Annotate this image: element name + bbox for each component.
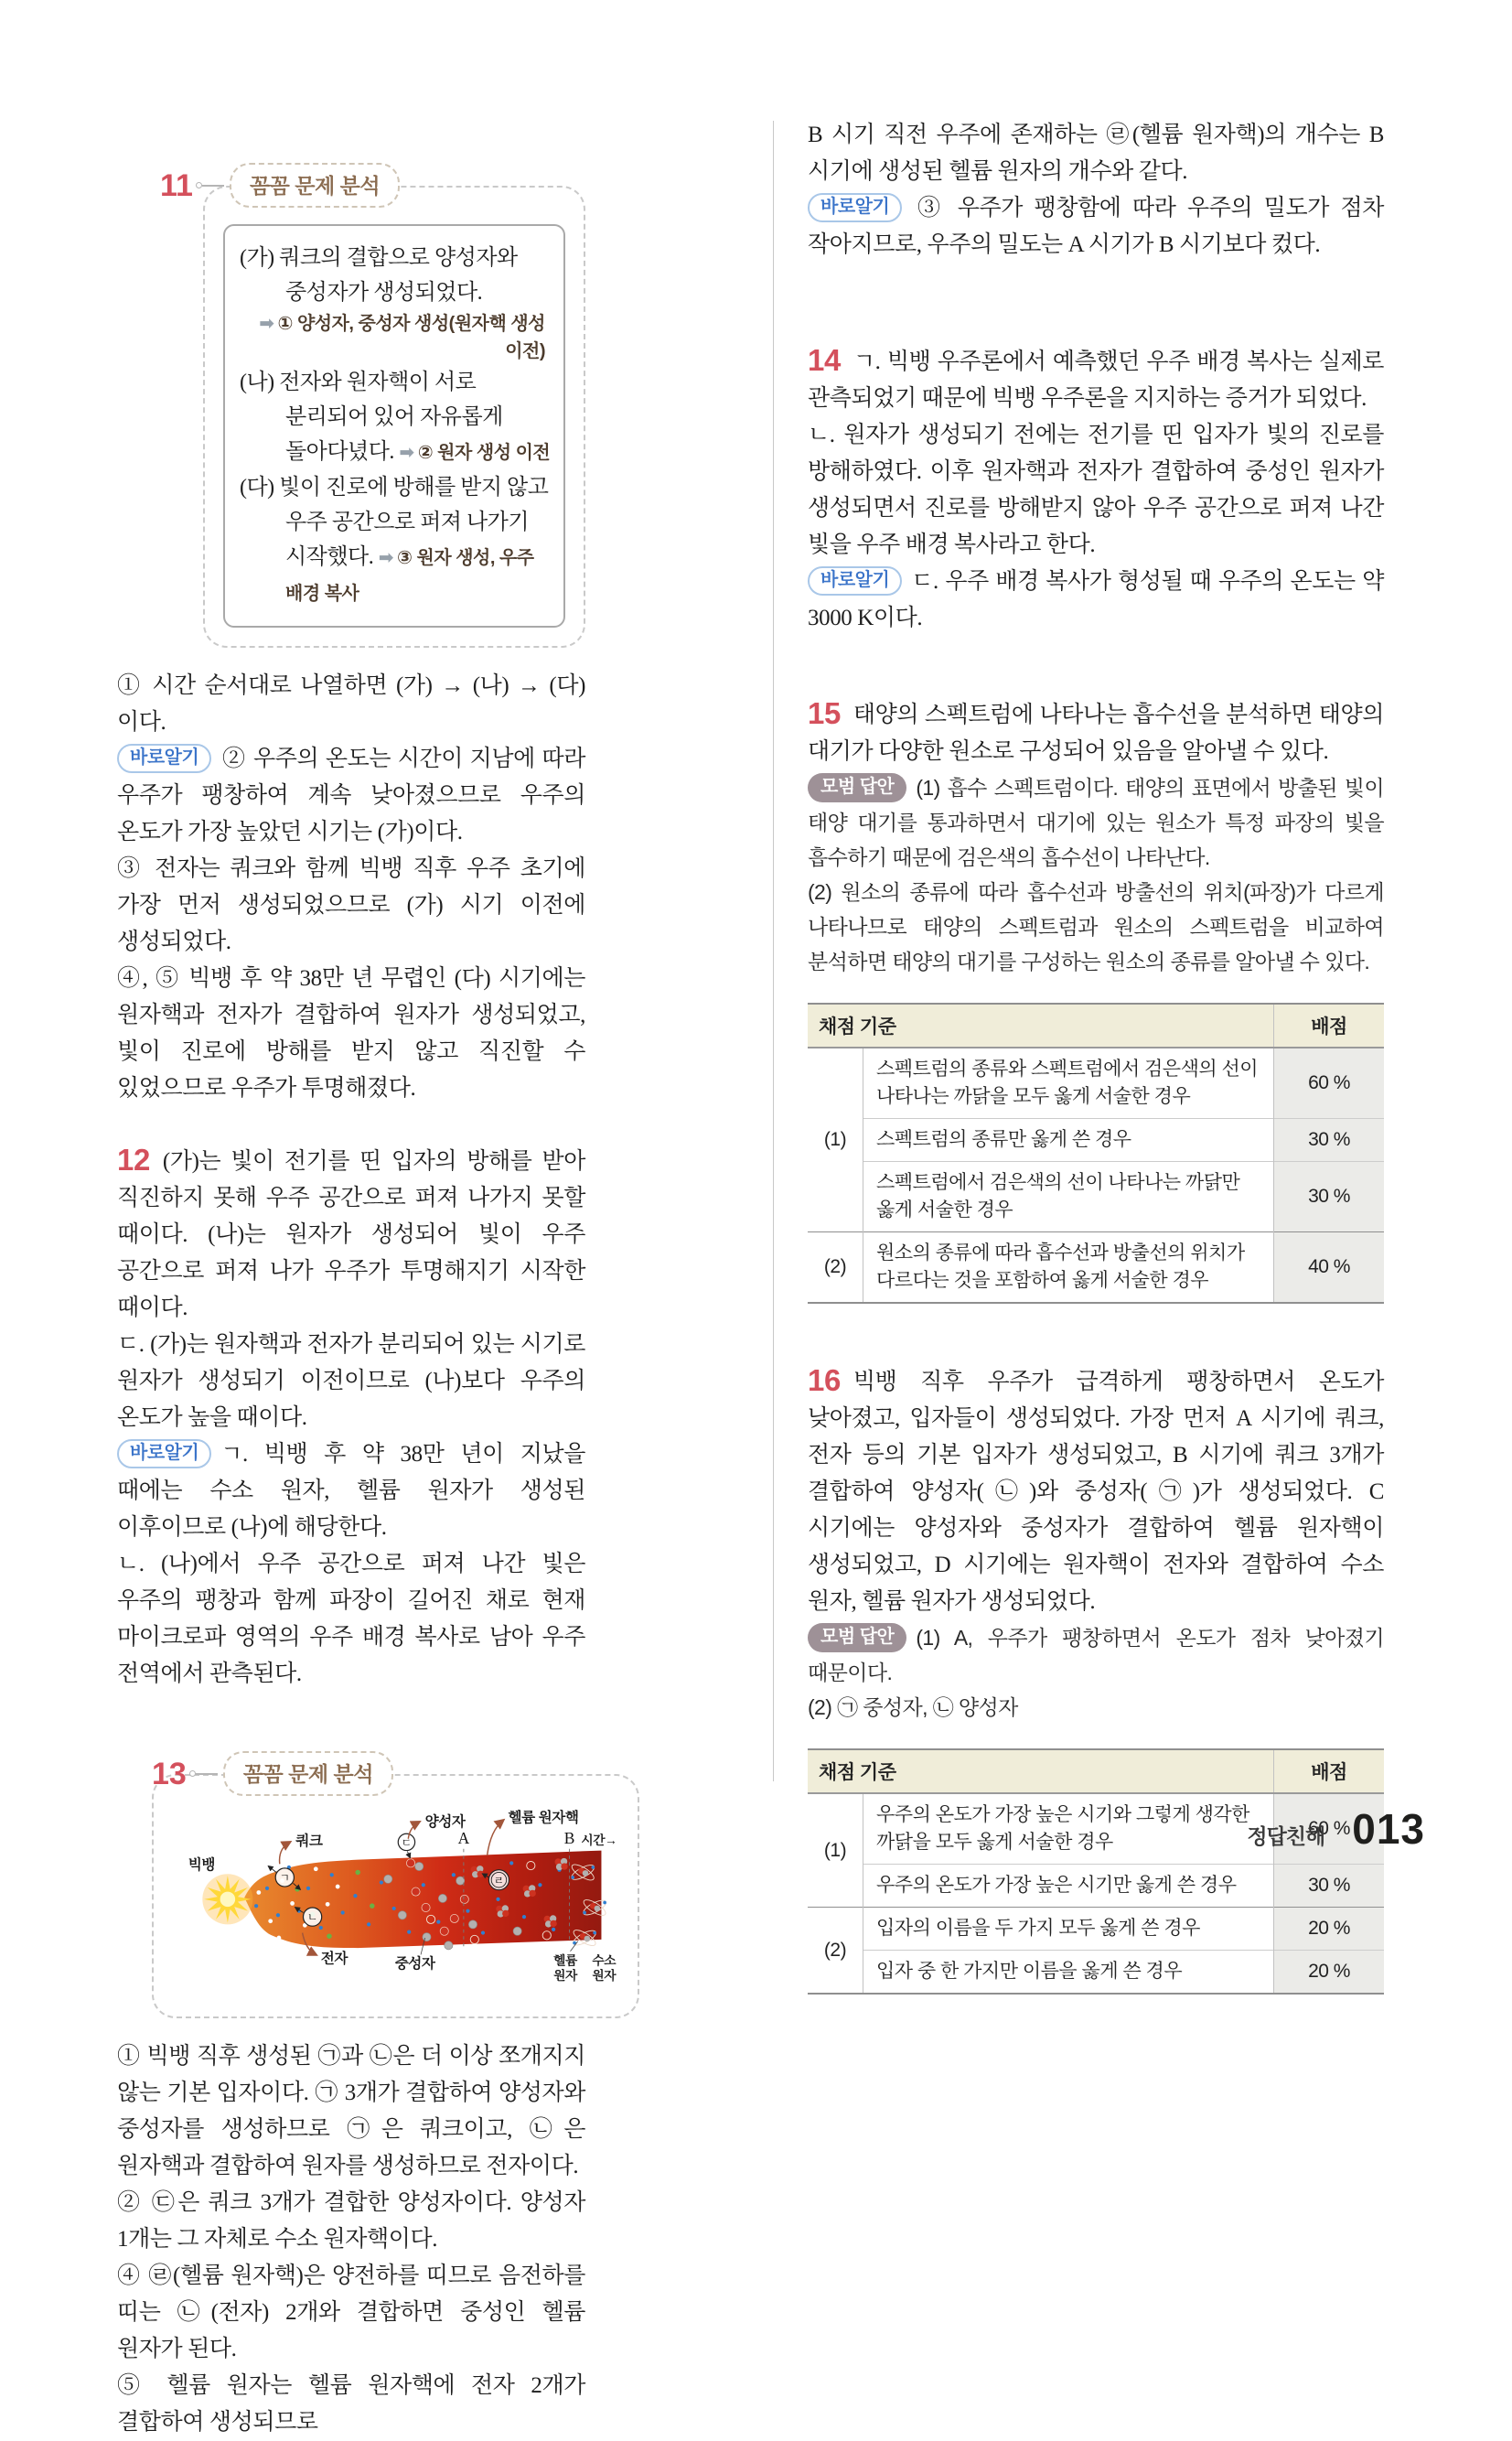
explanation-paragraph: ③ 전자는 쿼크와 함께 빅뱅 직후 우주 초기에 가장 먼저 생성되었으므로 (가) 시기 이전에 생성되었다. (117, 856, 585, 954)
analysis-badge: 꼼꼼 문제 분석 (230, 163, 400, 208)
arrow-icon: ➡ (399, 443, 414, 463)
analysis-box (152, 1774, 639, 2018)
score-cell: 20 % (1274, 1908, 1385, 1951)
question-item-da (240, 470, 551, 611)
column-divider (773, 121, 774, 1781)
question-item-text: (가) 쿼크의 결합으로 양성자와 중성자가 생성되었다. (240, 246, 518, 305)
explanation-paragraph: ㄴ. (나)에서 우주 공간으로 퍼져 나간 빛은 우주의 팽창과 함께 파장이 길어진 채로 현재 마이크로파 영역의 우주 배경 복사로 남아 우주 전역에서 관측된다. (117, 1552, 585, 1686)
model-answer-text: (1) 흡수 스펙트럼이다. 태양의 표면에서 방출된 빛이 태양 대기를 통과하면서 대기에 있는 원소가 특정 파장의 빛을 흡수하기 때문에 검은색의 흡수선이 나타난다. (808, 776, 1384, 869)
problem-number-14: 14 (808, 343, 841, 377)
table-row (808, 1908, 1384, 1951)
explanation-text: ㄱ. 빅뱅 우주론에서 예측했던 우주 배경 복사는 실제로 관측되었기 때문에 빅뱅 우주론을 지지하는 증거가 되었다. (808, 349, 1384, 411)
explanation-paragraph (808, 1362, 1384, 1620)
question-item-text: (나) 전자와 원자핵이 서로 분리되어 있어 자유롭게 돌아다녔다. (240, 371, 503, 464)
bigbang-label: 빅뱅 (188, 1856, 215, 1873)
marker-B-label: B (563, 1829, 575, 1848)
explanation-paragraph: ① 빅뱅 직후 생성된 ㉠과 ㉡은 더 이상 쪼개지지 않는 기본 입자이다. ㉠ 3개가 결합하여 양성자와 중성자를 생성하므로 ㉠은 쿼크이고, ㉡은 원자핵과 결합하여 원자를 생성하므로 전자이다. (117, 2043, 585, 2178)
score-cell: 60 % (1274, 1793, 1385, 1865)
helium-atom-label: 원자 (553, 1968, 577, 1983)
analysis-header (160, 163, 585, 208)
table-row (808, 1865, 1384, 1908)
criteria-cell: 스펙트럼의 종류만 옳게 쓴 경우 (863, 1119, 1274, 1162)
score-cell: 40 % (1274, 1232, 1385, 1304)
question-item-na (240, 365, 551, 470)
helium-nucleus-label: 헬륨 원자핵 (508, 1810, 579, 1826)
explanation-paragraph (808, 564, 1384, 637)
explanation-text: 빅뱅 직후 우주가 급격하게 팽창하면서 온도가 낮아졌고, 입자들이 생성되었다. 가장 먼저 A 시기에 쿼크, 전자 등의 기본 입자가 생성되었고, B 시기에 쿼크 3개가 결합하여 양성자(㉡)와 중성자(㉠)가 생성되었다. C 시기에는 양성자와 중성자가 결합하여 헬륨 원자핵이 생성되었고, D 시기에는 원자핵이 전자와 결합하여 수소 원자, 헬륨 원자가 생성되었다. (808, 1370, 1384, 1614)
item-number-cell: (2) (808, 1232, 863, 1304)
criteria-cell: 우주의 온도가 가장 높은 시기만 옳게 쓴 경우 (863, 1865, 1274, 1908)
problem-number-15: 15 (808, 696, 841, 730)
explanation-paragraph: ㄷ. (가)는 원자핵과 전자가 분리되어 있는 시기로 원자가 생성되기 이전이므로 (나)보다 우주의 온도가 높을 때이다. (117, 1332, 585, 1430)
problem-number-16: 16 (808, 1363, 841, 1397)
item-number-cell: (2) (808, 1908, 863, 1995)
question-box (223, 224, 565, 628)
explanation-paragraph: ② ㉢은 쿼크 3개가 결합한 양성자이다. 양성자 1개는 그 자체로 수소 원자핵이다. (117, 2189, 585, 2252)
helium-atom-label: 헬륨 (553, 1953, 577, 1968)
page-number: 013 (1352, 1805, 1425, 1853)
table-row (808, 1048, 1384, 1119)
explanation-paragraph (117, 1142, 585, 1327)
marker-A-label: A (457, 1829, 470, 1848)
explanation-text: ㄱ. 빅뱅 후 약 38만 년이 지났을 때에는 수소 원자, 헬륨 원자가 생성된 이후이므로 (나)에 해당한다. (117, 1442, 585, 1540)
bigbang-diagram (165, 1805, 627, 2003)
criteria-cell: 입자의 이름을 두 가지 모두 옳게 쓴 경우 (863, 1908, 1274, 1951)
section-problem-11 (117, 163, 585, 1107)
left-column (117, 117, 617, 2441)
score-header: 배점 (1274, 1749, 1385, 1793)
table-row (808, 1951, 1384, 1995)
baro-algi-badge: 바로알기 (117, 744, 211, 773)
explanation-paragraph: ④, ⑤ 빅뱅 후 약 38만 년 무렵인 (다) 시기에는 원자핵과 전자가 결합하여 원자가 생성되었고, 빛이 진로에 방해를 받지 않고 직진할 수 있었으므로 우주가 투명해졌다. (117, 966, 585, 1101)
svg-text:ㄹ: ㄹ (493, 1874, 505, 1887)
score-cell: 30 % (1274, 1162, 1385, 1232)
table-header-row (808, 1004, 1384, 1048)
model-answer-paragraph: (2) 원소의 종류에 따라 흡수선과 방출선의 위치(파장)가 다르게 나타나므로 태양의 스펙트럼과 원소의 스펙트럼을 비교하여 분석하면 태양의 대기를 구성하는 원소의 종류를 알아낼 수 있다. (808, 880, 1384, 973)
circled-mark-d (398, 1833, 414, 1857)
score-header: 배점 (1274, 1004, 1385, 1048)
problem-number-12: 12 (117, 1143, 150, 1177)
section-problem-15 (808, 695, 1384, 1304)
right-column (808, 117, 1384, 1995)
explanation-text: ㄷ. 우주 배경 복사가 형성될 때 우주의 온도는 약 3000 K이다. (808, 569, 1384, 630)
electron-label: 전자 (320, 1951, 349, 1967)
baro-algi-badge: 바로알기 (117, 1439, 211, 1468)
grading-table-15 (808, 1003, 1384, 1304)
baro-algi-badge: 바로알기 (808, 193, 902, 222)
score-cell: 30 % (1274, 1119, 1385, 1162)
score-cell: 20 % (1274, 1951, 1385, 1995)
section-problem-13 (117, 1751, 617, 2441)
hydrogen-atom-label: 원자 (592, 1968, 617, 1983)
score-cell: 60 % (1274, 1048, 1385, 1119)
section-problem-14 (808, 342, 1384, 637)
criteria-header: 채점 기준 (808, 1004, 1274, 1048)
explanation-text: 태양의 스펙트럼에 나타나는 흡수선을 분석하면 태양의 대기가 다양한 원소로 구성되어 있음을 알아낼 수 있다. (808, 703, 1384, 764)
bigbang-core (220, 1892, 236, 1908)
explanation-paragraph (808, 342, 1384, 417)
grading-table-16 (808, 1748, 1384, 1995)
model-answer-badge: 모범 답안 (808, 773, 906, 802)
explanation-paragraph: ① 시간 순서대로 나열하면 (가) → (나) → (다)이다. (117, 673, 585, 735)
question-item-text: (다) 빛이 진로에 방해를 받지 않고 우주 공간으로 퍼져 나가기 시작했다. (240, 476, 549, 569)
explanation-paragraph: ㄴ. 원자가 생성되기 전에는 전기를 띤 입자가 빛의 진로를 방해하였다. 이후 원자핵과 전자가 결합하여 중성인 원자가 생성되면서 진로를 방해받지 않아 우주 공간으로 퍼져 나간 빛을 우주 배경 복사라고 한다. (808, 423, 1384, 557)
svg-text:ㄷ: ㄷ (401, 1835, 413, 1849)
book-title-label: 정답친해 (1247, 1824, 1325, 1848)
analysis-header (152, 1751, 585, 1796)
continuation-paragraph: B 시기 직전 우주에 존재하는 ㉣(헬륨 원자핵)의 개수는 B 시기에 생성된 헬륨 원자의 개수와 같다. (808, 123, 1384, 184)
question-item-ga (240, 241, 551, 310)
time-axis-label: 시간→ (581, 1833, 617, 1848)
arrow-icon: ➡ (259, 314, 274, 334)
explanation-text: (가)는 빛이 전기를 띤 입자의 방해를 받아 직진하지 못해 우주 공간으로 퍼져 나가지 못할 때이다. (나)는 원자가 생성되어 빛이 우주 공간으로 퍼져 나가 우주가 투명해지기 시작한 때이다. (117, 1149, 585, 1320)
arrow-icon: ➡ (378, 548, 394, 568)
svg-text:ㄱ: ㄱ (279, 1871, 291, 1885)
item-number-cell: (1) (808, 1048, 863, 1232)
quark-label: 쿼크 (295, 1833, 323, 1850)
baro-algi-badge: 바로알기 (808, 566, 902, 596)
criteria-cell: 입자 중 한 가지만 이름을 옳게 쓴 경우 (863, 1951, 1274, 1995)
section-problem-12 (117, 1142, 585, 1693)
annotation-text: ② 원자 생성 이전 (417, 443, 551, 463)
explanation-paragraph: ⑤ 헬륨 원자는 헬륨 원자핵에 전자 2개가 결합하여 생성되므로 (117, 2372, 585, 2435)
table-header-row (808, 1749, 1384, 1793)
table-row (808, 1232, 1384, 1304)
annotation-text: ① 양성자, 중성자 생성(원자핵 생성 이전) (277, 314, 545, 361)
connector-line (196, 1773, 218, 1775)
annotation-inline (399, 443, 550, 463)
page-footer (1032, 1804, 1425, 1854)
hydrogen-atom-label: 수소 (592, 1953, 617, 1968)
score-cell: 30 % (1274, 1865, 1385, 1908)
item-number-cell: (1) (808, 1793, 863, 1908)
svg-text:ㄴ: ㄴ (306, 1910, 318, 1924)
explanation-paragraph (117, 1436, 585, 1546)
annotation-line (240, 310, 551, 365)
problem-number-13: 13 (152, 1756, 187, 1791)
explanation-text: ③ 우주가 팽창함에 따라 우주의 밀도가 점차 작아지므로, 우주의 밀도는 A 시기가 B 시기보다 컸다. (808, 196, 1384, 257)
explanation-text: ② 우주의 온도는 시간이 지남에 따라 우주가 팽창하여 계속 낮아졌으므로 우주의 온도가 가장 높았던 시기는 (가)이다. (117, 747, 585, 844)
model-answer-paragraph: (2) ㉠ 중성자, ㉡ 양성자 (808, 1695, 1018, 1719)
neutron-label: 중성자 (394, 1956, 435, 1973)
explanation-paragraph: ④ ㉣(헬륨 원자핵)은 양전하를 띠므로 음전하를 띠는 ㉡(전자) 2개와 결합하면 중성인 헬륨 원자가 된다. (117, 2263, 585, 2361)
model-answer-badge: 모범 답안 (808, 1623, 906, 1652)
connector-line (202, 185, 224, 187)
criteria-cell: 스펙트럼의 종류와 스펙트럼에서 검은색의 선이 나타나는 까닭을 모두 옳게 서술한 경우 (876, 1059, 1259, 1107)
model-answer-text: (1) A, 우주가 팽창하면서 온도가 점차 낮아졌기 때문이다. (808, 1626, 1384, 1684)
proton-label: 양성자 (424, 1813, 466, 1830)
model-answer-paragraph (808, 770, 1384, 875)
analysis-box (203, 186, 585, 648)
criteria-header: 채점 기준 (808, 1749, 1274, 1793)
model-answer-paragraph (808, 1620, 1384, 1690)
table-row (808, 1162, 1384, 1232)
criteria-cell: 원소의 종류에 따라 흡수선과 방출선의 위치가 다르다는 것을 포함하여 옳게 서술한 경우 (863, 1232, 1274, 1304)
continuation-paragraph (808, 190, 1384, 263)
criteria-cell: 우주의 온도가 가장 높은 시기와 그렇게 생각한 까닭을 모두 옳게 서술한 경우 (876, 1804, 1249, 1853)
problem-number-11: 11 (160, 167, 193, 203)
annotation-text: ③ 원자 생성, 우주 배경 복사 (285, 548, 534, 604)
explanation-paragraph (808, 695, 1384, 770)
criteria-cell: 스펙트럼에서 검은색의 선이 나타나는 까닭만 옳게 서술한 경우 (863, 1162, 1274, 1232)
table-row (808, 1119, 1384, 1162)
explanation-paragraph (117, 741, 585, 851)
analysis-badge: 꼼꼼 문제 분석 (223, 1751, 393, 1796)
section-problem-16 (808, 1362, 1384, 1995)
